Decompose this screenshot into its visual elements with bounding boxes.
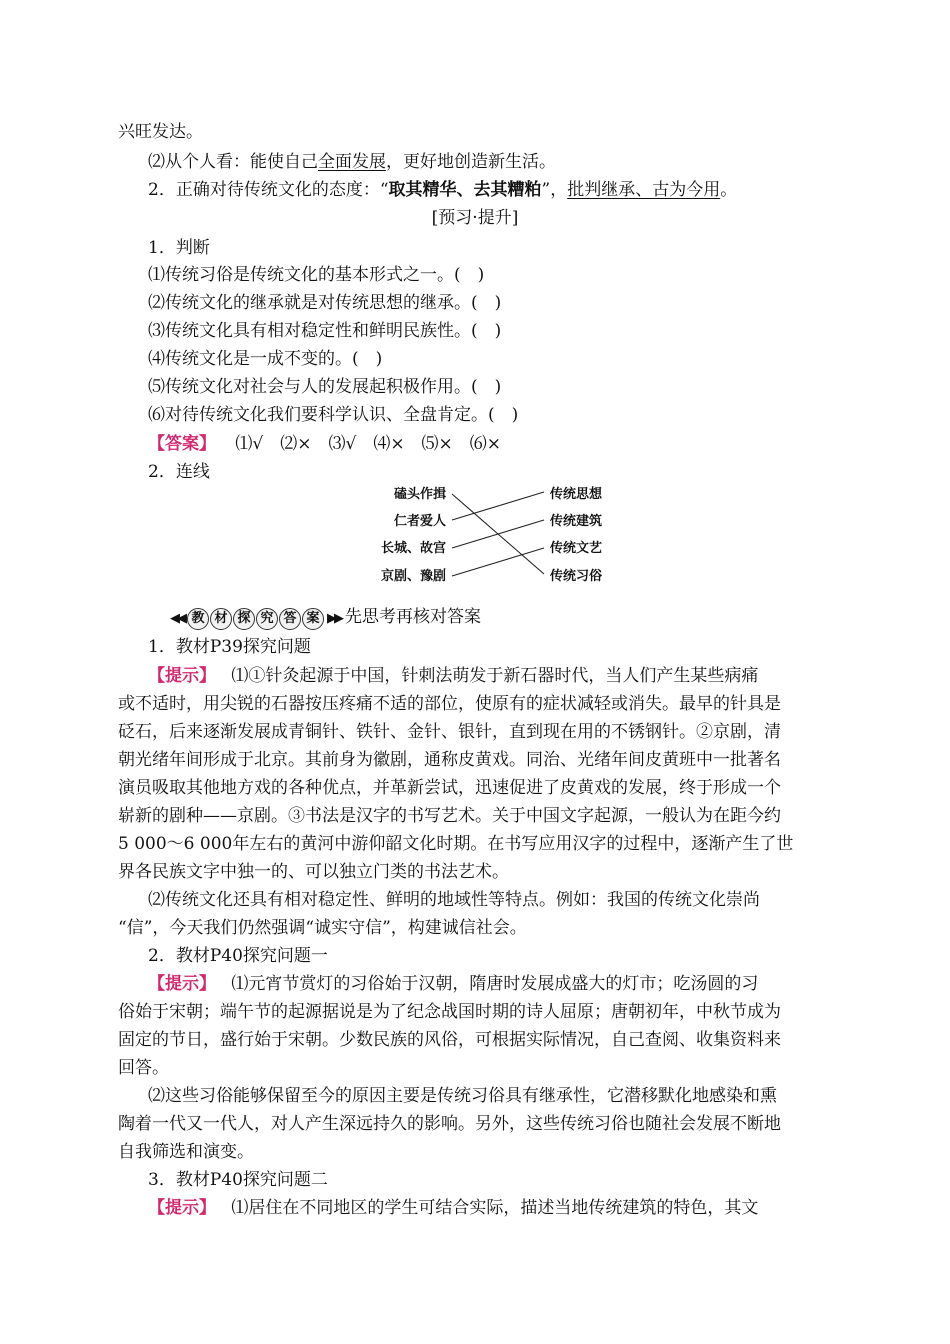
paragraph-line: 陶着一代又一代人，对人产生深远持久的影响。另外，这些传统习俗也随社会发展不断地 xyxy=(118,1114,781,1134)
judge-item: ⑸传统文化对社会与人的发展起积极作用。( ) xyxy=(148,377,502,397)
answer-banner xyxy=(170,604,481,632)
hint-tag: 【提示】 xyxy=(148,974,216,994)
judge-title: 1．判断 xyxy=(148,238,210,258)
section-title: 3．教材P40探究问题二 xyxy=(148,1170,328,1190)
paragraph-line: ⑵传统文化还具有相对稳定性、鲜明的地域性等特点。例如：我国的传统文化崇尚 xyxy=(148,890,760,910)
section-paragraph: 【提示】 ⑴元宵节赏灯的习俗始于汉朝，隋唐时发展成盛大的灯市；吃汤圆的习 xyxy=(148,974,759,994)
preview-header: [预习·提升] xyxy=(431,208,519,228)
intro-line: 兴旺发达。 xyxy=(118,122,203,142)
paragraph-line: 5 000～6 000年左右的黄河中游仰韶文化时期。在书写应用汉字的过程中，逐渐产生了世 xyxy=(118,834,794,854)
judge-item: ⑶传统文化具有相对稳定性和鲜明民族性。( ) xyxy=(148,321,502,341)
left-item: 仁者爱人 xyxy=(393,514,446,529)
paragraph-line: 回答。 xyxy=(118,1058,169,1078)
judge-item: ⑷传统文化是一成不变的。( ) xyxy=(148,349,383,369)
paragraph-line: 俗始于宋朝；端午节的起源据说是为了纪念战国时期的诗人屈原；唐朝初年，中秋节成为 xyxy=(118,1002,781,1022)
match-line xyxy=(452,520,544,548)
banner-char: 教 xyxy=(187,608,209,630)
left-item: 磕头作揖 xyxy=(393,487,446,502)
left-item: 京剧、豫剧 xyxy=(380,569,446,584)
judge-item: ⑹对待传统文化我们要科学认识、全盘肯定。( ) xyxy=(148,405,519,425)
right-item: 传统建筑 xyxy=(550,514,603,529)
paragraph-line: “信”，今天我们仍然强调“诚实守信”，构建诚信社会。 xyxy=(118,918,527,938)
right-item: 传统思想 xyxy=(550,487,603,502)
double-left-arrow-icon: ◀◀ xyxy=(170,611,184,626)
judge-answer xyxy=(148,432,501,456)
matching-title: 2．连线 xyxy=(148,462,210,482)
right-item: 传统文艺 xyxy=(550,541,603,556)
answer-tag: 【答案】 xyxy=(148,434,216,454)
paragraph-line: 砭石，后来逐渐发展成青铜针、铁针、金针、银针，直到现在用的不锈钢针。②京剧，清 xyxy=(118,722,781,742)
paragraph-line: 自我筛选和演变。 xyxy=(118,1142,254,1162)
judge-item: ⑵传统文化的继承就是对传统思想的继承。( ) xyxy=(148,293,502,313)
paragraph-line: ⑵这些习俗能够保留至今的原因主要是传统习俗具有继承性，它潜移默化地感染和熏 xyxy=(148,1086,777,1106)
section-title: 2．教材P40探究问题一 xyxy=(148,946,328,966)
left-item: 长城、故宫 xyxy=(380,541,446,556)
intro-attitude: 2．正确对待传统文化的态度：“取其精华、去其糟粕”，批判继承、古为今用。 xyxy=(148,180,738,200)
paragraph-line: 演员吸取其他地方戏的各种优点，并革新尝试，迅速促进了皮黄戏的发展，终于形成一个 xyxy=(118,778,781,798)
judge-item: ⑴传统习俗是传统文化的基本形式之一。( ) xyxy=(148,265,485,285)
answer-text: ⑴√ ⑵× ⑶√ ⑷× ⑸× ⑹× xyxy=(235,434,502,454)
section-title: 1．教材P39探究问题 xyxy=(148,637,311,657)
double-right-arrow-icon: ▶▶ xyxy=(327,611,341,626)
paragraph-line: 朝光绪年间形成于北京。其前身为徽剧，通称皮黄戏。同治、光绪年间皮黄班中一批著名 xyxy=(118,750,781,770)
right-item: 传统习俗 xyxy=(550,569,603,584)
banner-char: 答 xyxy=(279,608,301,630)
paragraph-line: 或不适时，用尖锐的石器按压疼痛不适的部位，使原有的症状减轻或消失。最早的针具是 xyxy=(118,694,781,714)
paragraph-line: 崭新的剧种——京剧。③书法是汉字的书写艺术。关于中国文字起源，一般认为在距今约 xyxy=(118,806,781,826)
section-paragraph: 【提示】 ⑴①针灸起源于中国，针刺法萌发于新石器时代，当人们产生某些病痛 xyxy=(148,666,759,686)
paragraph-line: 界各民族文字中独一的、可以独立门类的书法艺术。 xyxy=(118,862,509,882)
banner-suffix: 先思考再核对答案 xyxy=(345,607,481,627)
hint-tag: 【提示】 xyxy=(148,666,216,686)
banner-char: 究 xyxy=(256,608,278,630)
hint-tag: 【提示】 xyxy=(148,1198,216,1218)
banner-char: 探 xyxy=(233,608,255,630)
paragraph-line: 固定的节日，盛行始于宋朝。少数民族的风俗，可根据实际情况，自己查阅、收集资料来 xyxy=(118,1030,781,1050)
section-paragraph: 【提示】 ⑴居住在不同地区的学生可结合实际，描述当地传统建筑的特色，其文 xyxy=(148,1198,759,1218)
matching-diagram xyxy=(360,482,630,590)
banner-char: 案 xyxy=(302,608,324,630)
intro-point-personal: ⑵从个人看：能使自己全面发展，更好地创造新生活。 xyxy=(148,152,556,172)
banner-char: 材 xyxy=(210,608,232,630)
